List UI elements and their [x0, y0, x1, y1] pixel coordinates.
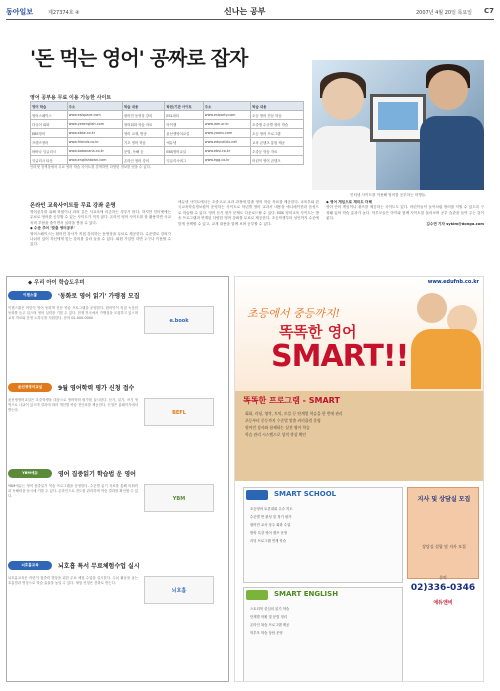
- table-row: [31, 147, 304, 156]
- table-cell: www.ebse.co.kr: [67, 129, 122, 138]
- article-title: 온라인 교육사이트들 무료 강좌 운영: [30, 203, 116, 209]
- entry-body: YBM에듀는 영어 집중읽기 학습 프로그램을 운영한다. 수준별 읽기 자료를 통해 어휘력과 독해력을 동시에 기를 수 있다. 온라인으로 진도를 관리하며 학습 결과를 확인할 수 있다.: [8, 484, 138, 499]
- table-cell: 프렌즈영어: [31, 138, 68, 147]
- table-title: 영어 공부용 무료 이용 가능한 사이트: [30, 95, 112, 101]
- headline: '돈 먹는 영어' 공짜로 잡자: [30, 46, 248, 70]
- table-cell: ESL파티: [165, 111, 203, 120]
- table-cell: 초등 영어 전문 학습: [251, 111, 304, 120]
- ad-kids-illustration: [411, 285, 481, 389]
- table-cell: 아이잼: [165, 120, 203, 129]
- program-lines-item: 회화, 리딩, 영작, 토익, 토플 등 단계별 학습을 한 번에 관리: [245, 411, 343, 416]
- entry-body: 윤선생영어교실은 초중학생을 대상으로 영어학력 평가를 실시한다. 듣기, 읽기, 쓰기 영역으로 나뉘어 있으며 결과에 따라 개인별 학습 진단표를 제공한다. 신청은 홈페이지에서 받는다.: [8, 398, 138, 413]
- table-header-row: [31, 102, 304, 111]
- english-lines-item: 학부모 학습 상담 운영: [250, 631, 283, 635]
- article-subhead-1: ◆ 수준 추어 '맞춤 영어공부': [30, 226, 75, 231]
- kid-face-1: [417, 293, 447, 323]
- entry-title: 9월 영어학력 평가 신청 접수: [58, 385, 135, 392]
- helper-entry: [8, 382, 227, 470]
- entry-logo: YBM: [144, 484, 214, 512]
- ad-program-title: 똑똑한 프로그램 - SMART: [243, 396, 340, 405]
- table-cell: 기초 영어 학습: [122, 138, 164, 147]
- table-cell: www.babanana.co.kr: [67, 147, 122, 156]
- table-cell: 초중생 수준별 영어 학습: [251, 120, 304, 129]
- table-cell: 학습 내용: [122, 102, 164, 111]
- table-cell: 초중등 학습 자료: [251, 147, 304, 156]
- table-cell: www.egg.co.kr: [203, 156, 250, 165]
- table-cell: 온라인 영어 강의: [122, 156, 164, 165]
- table-cell: 교육 콘텐츠 통합 제공: [251, 138, 304, 147]
- helper-entry: [8, 560, 227, 648]
- table-cell: 다국어 회화: [31, 120, 68, 129]
- program-lines-item: 학습 관리 시스템으로 성적 향상 확인: [245, 432, 307, 437]
- table-cell: www.ebsi.co.kr: [203, 147, 250, 156]
- table-cell: 영어 학습: [31, 102, 68, 111]
- school-lines-item: 방학 특강 영어 캠프 운영: [250, 531, 288, 535]
- school-lines-item: 초등영어 토론대회 우수 지도: [250, 507, 293, 511]
- table-cell: www.englishtown.com: [67, 156, 122, 165]
- table-row: [31, 129, 304, 138]
- school-lines-item: 리딩 프로그램 연계 학습: [250, 539, 286, 543]
- article-col-1: [30, 210, 171, 272]
- article-subhead-2: ◆ 영어 게임으로 재미도 더해: [326, 200, 372, 204]
- article-paragraph-2: 영어스페이스는 원어민 강사가 직접 강의하는 동영상을 무료로 제공한다. 수준별로 강의가 나뉘어 있어 자신에게 맞는 강의를 골라 들을 수 있다. 회원 가입만 하면 누구나 이용할 수 있다.: [30, 231, 171, 247]
- ad-footer-brand: 에듀앤비: [433, 600, 453, 606]
- table-cell: 어린이 영어 콘텐츠: [251, 156, 304, 165]
- ad-url[interactable]: www.edufnb.co.kr: [427, 279, 479, 285]
- table-row: [31, 120, 304, 129]
- photo-caption: 인터넷 사이트를 이용해 영어를 공부하는 학생들.: [350, 193, 427, 197]
- english-lines-item: 온라인 복습 프로그램 제공: [250, 623, 290, 627]
- entry-title-bar: [8, 382, 228, 394]
- ad-program-section: [235, 391, 484, 481]
- ad-brand: SMART!!: [271, 339, 409, 374]
- newspaper-logo: 동아일보: [6, 8, 34, 16]
- page-number: C7: [483, 7, 494, 15]
- table-cell: 영어회화 학습 자료: [122, 120, 164, 129]
- learning-helper-header: ◆ 우리 아이 학습도우미: [28, 280, 85, 286]
- entry-body: 뇌호흡교육은 어린이 집중력 향상을 위한 무료 체험 수업을 실시한다. 두뇌 활동을 돕는 호흡법과 명상으로 학습 효율을 높일 수 있다. 체험 신청은 전화로 받는다.: [8, 576, 138, 586]
- entry-title: 뇌호흡 특서 무료체험수업 실시: [58, 563, 140, 570]
- article-col-3: [326, 200, 484, 272]
- smart-school-icon: [246, 490, 268, 500]
- ad-phone-number[interactable]: 02)336-0346: [410, 583, 476, 593]
- ad-smart-school: [243, 487, 403, 583]
- phone-label: 문의: [439, 575, 447, 580]
- table-cell: www.yoons.com: [203, 129, 250, 138]
- entry-logo: BEFL: [144, 398, 214, 426]
- table-cell: 바바나 잉글리시: [31, 147, 68, 156]
- entry-badge: 이젠스쿨: [8, 291, 52, 300]
- entry-body: 이젠스쿨은 어린이 영어 동화책 전문 학습 프로그램을 운영한다. 원어민이 직접 녹음한 동화를 듣고 읽으며 영어 실력을 기를 수 있다. 현재 전국에서 가맹점을 모집하고 있으며 교육 자료와 운영 노하우를 지원한다. 문의 02-000-0000: [8, 306, 138, 321]
- page-header: [6, 6, 494, 20]
- table-cell: 초등 영어 프로그램: [251, 129, 304, 138]
- article-byline: 김수연 기자 sykim@donga.com: [426, 221, 484, 226]
- issue-date: 2007년 4월 20일 목요일: [415, 10, 472, 16]
- table-cell: www.edunet4u.net: [203, 138, 250, 147]
- table-cell: 잉글리시에그: [165, 156, 203, 165]
- section-title: 신나는 공부: [224, 7, 266, 16]
- entry-title-bar: [8, 468, 228, 480]
- table-cell: 원어민 동영상 강의: [122, 111, 164, 120]
- table-cell: EBS영어교실: [165, 147, 203, 156]
- helper-entry: [8, 468, 227, 556]
- entry-logo: 뇌호흡: [144, 576, 214, 604]
- smart-school-title: SMART SCHOOL: [274, 490, 337, 498]
- program-lines-item: 초등부터 중등까지 수준별 맞춤 커리큘럼 운영: [245, 418, 321, 423]
- table-cell: 윤선생영어교실: [165, 129, 203, 138]
- english-lines-item: 단계별 어휘 및 문법 정리: [250, 615, 288, 619]
- school-lines-item: 수준별 반 편성 및 정기 평가: [250, 515, 292, 519]
- table-cell: 학원/기관 사이트: [165, 102, 203, 111]
- table-cell: 영어 교재, 방송: [122, 129, 164, 138]
- entry-badge: 뇌호흡교육: [8, 561, 52, 570]
- table-cell: EBS영어: [31, 129, 68, 138]
- table-cell: 문법, 독해 등: [122, 147, 164, 156]
- branch-recruit-text: 상담실 설립 및 지사 모집: [422, 544, 466, 549]
- student-right-face: [428, 70, 468, 110]
- smart-english-ad[interactable]: [234, 276, 484, 682]
- english-lines-item: 스토리북 중심의 읽기 학습: [250, 607, 290, 611]
- table-cell: www.yesenglish.com: [67, 120, 122, 129]
- table-cell: 학습 내용: [251, 102, 304, 111]
- article-paragraph-4: EBS 영어교육 사이트는 방송 프로그램과 연계된 다양한 영어 강좌를 무료로 제공한다. 초등학생부터 성인까지 수준에 맞게 선택할 수 있고, 교재 내용을 함께 보며 공부할 수 있다.: [178, 210, 319, 226]
- student-right: [420, 116, 484, 190]
- table-row: [31, 138, 304, 147]
- table-cell: www.friends.co.kr: [67, 138, 122, 147]
- table-cell: 주소: [67, 102, 122, 111]
- table-cell: www.eslspace.com: [67, 111, 122, 120]
- ad-branch-recruit: [407, 487, 479, 579]
- computer-monitor: [370, 94, 426, 142]
- student-left: [312, 126, 376, 190]
- entry-badge: 윤선생영어교실: [8, 383, 52, 392]
- smart-english-icon: [246, 590, 268, 600]
- smart-english-title: SMART ENGLISH: [274, 590, 339, 598]
- ad-smart-english: [243, 587, 403, 682]
- ad-main-heading: 똑똑한 영어: [279, 323, 357, 341]
- table-cell: www.eslparty.com: [203, 111, 250, 120]
- entry-title: 영어 집중읽기 학습법 운 영어: [58, 471, 136, 478]
- table-cell: 영어스페이스: [31, 111, 68, 120]
- kid-bodies: [411, 329, 481, 389]
- article-paragraph-1: 영어공부를 위해 학원이나 과외 같은 사교육에 의존하는 경우가 많다. 하지만 인터넷에는 무료로 영어를 공부할 수 있는 사이트가 적지 않다. 온라인 영어 사이트를 잘 활용하면 사교육비 부담을 줄이면서 실력을 쌓을 수 있다.: [30, 210, 171, 225]
- table-cell: 잉글리시 타운: [31, 156, 68, 165]
- entry-logo: e.book: [144, 306, 214, 334]
- ad-slogan: 초등에서 중등까지!: [247, 307, 340, 320]
- table-note: 인터넷 검색창에서 무료 영어 학습 사이트를 검색하면 다양한 정보를 얻을 수 있다.: [30, 165, 152, 169]
- students-photo: [312, 60, 484, 190]
- school-lines-item: 원어민 교사 상주 회화 수업: [250, 523, 291, 527]
- entry-badge: YBM에듀: [8, 469, 52, 478]
- issue-number: 제27374호 ④: [48, 10, 80, 16]
- site-table: [30, 101, 304, 165]
- table-cell: 에듀넷: [165, 138, 203, 147]
- article-paragraph-3: 에듀넷 사이트에서는 초중고교 교과 과정에 맞춘 영어 학습 자료를 제공한다. 교육부와 한국교육학술정보원이 운영하는 사이트로 학년별 영어 교과서 내용을 애니메이션과 음성으로 학습할 수 있다. 영어 듣기 평가 문제도 다운로드할 수 있다.: [178, 200, 319, 215]
- program-lines-item: 원어민 강사와 함께하는 실전 영어 학습: [245, 425, 310, 430]
- article-col-2: [178, 200, 319, 272]
- table-cell: 주소: [203, 102, 250, 111]
- article-paragraph-5: 영어 단어 게임이나 퀴즈를 제공하는 사이트도 있다. 어린이들이 놀이처럼 영어를 익힐 수 있도록 구성돼 있어 학습 효과가 높다. 학부모들은 아이와 함께 사이트를 둘러보며 공부 습관을 들여 주는 것이 좋다.: [326, 205, 484, 221]
- student-left-face: [322, 78, 364, 120]
- table-cell: www.iam.or.kr: [203, 120, 250, 129]
- entry-title-bar: [8, 560, 228, 572]
- entry-title: '동화로 영어 읽기' 가맹점 모집: [58, 293, 140, 300]
- table-row: [31, 111, 304, 120]
- entry-title-bar: [8, 290, 228, 302]
- ad-banner: [235, 277, 484, 391]
- helper-entry: [8, 290, 227, 378]
- branch-recruit-title: 지사 및 상담실 모집: [417, 496, 471, 503]
